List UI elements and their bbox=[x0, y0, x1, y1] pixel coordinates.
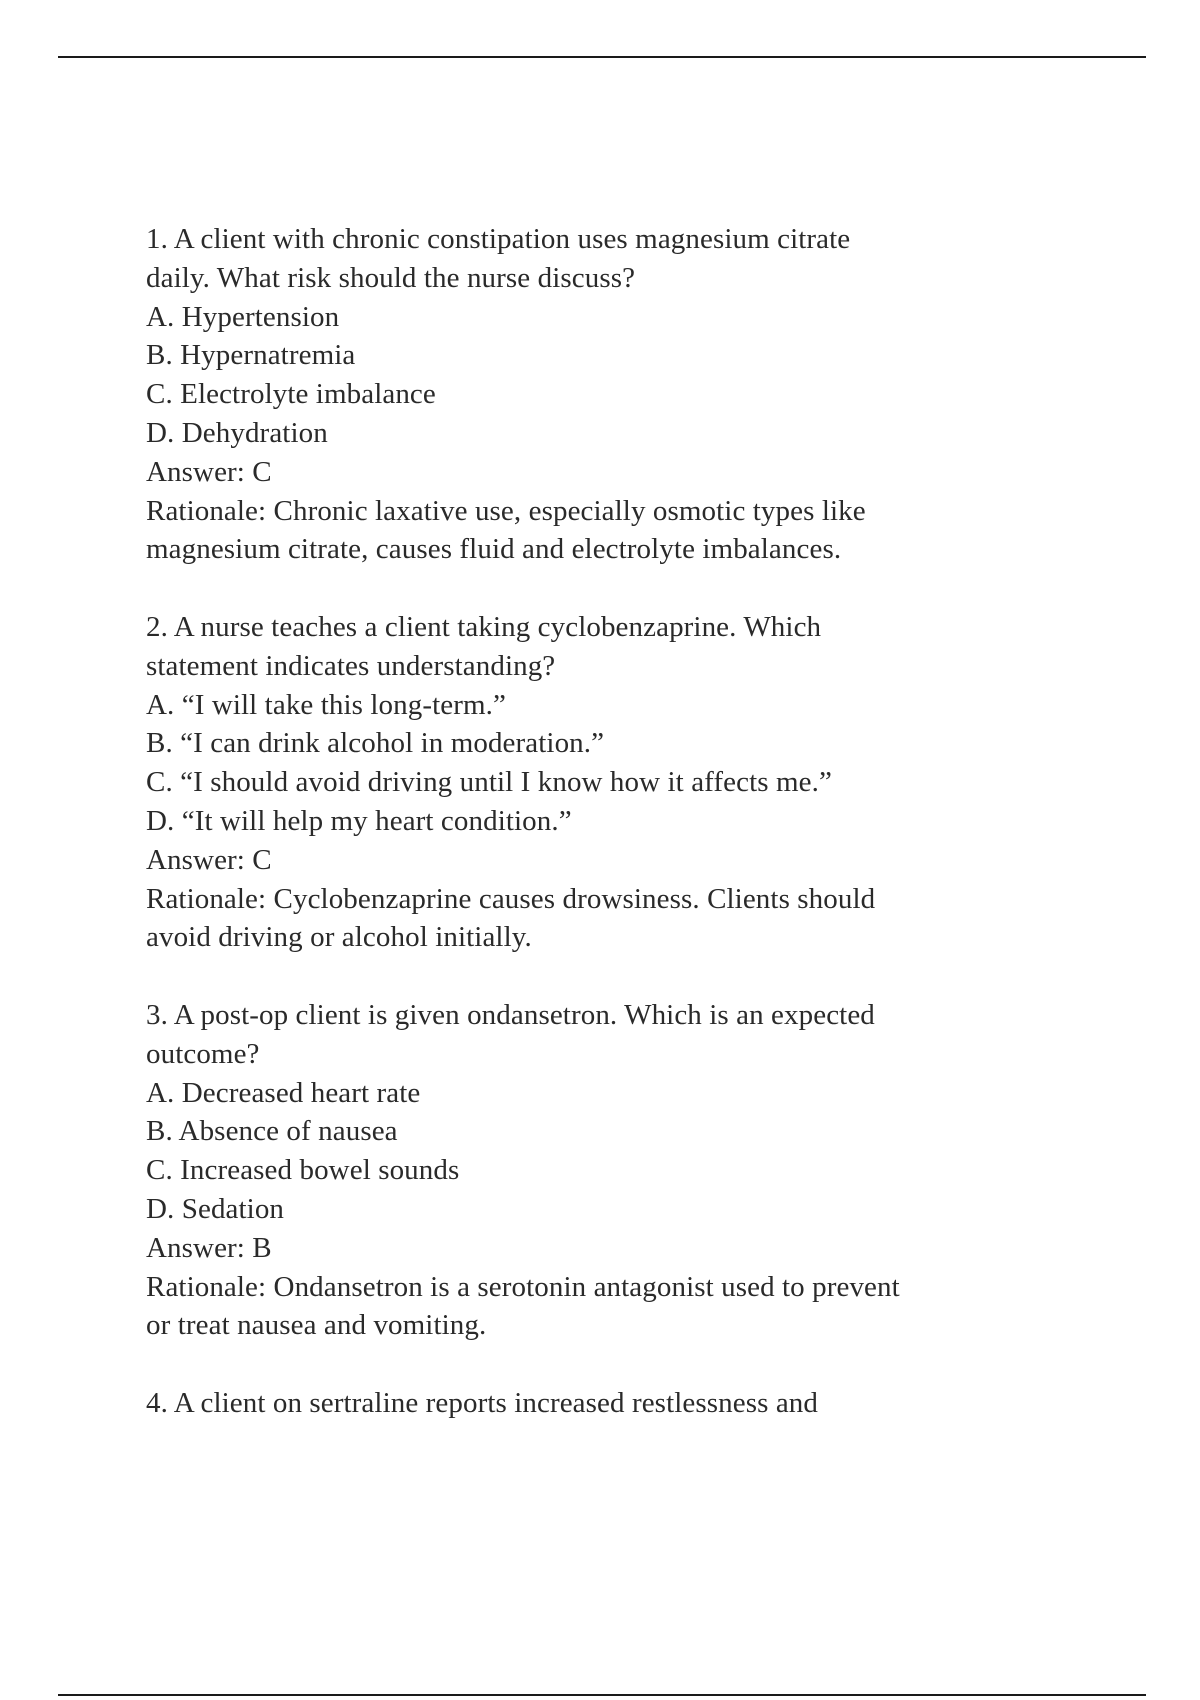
question-stem-line: 3. A post-op client is given ondansetron. Which is an expected bbox=[146, 998, 875, 1031]
answer-option-c: C. Increased bowel sounds bbox=[146, 1154, 460, 1187]
answer-option-a: A. “I will take this long-term.” bbox=[146, 688, 506, 721]
rationale-line: Rationale: Ondansetron is a serotonin antagonist used to prevent bbox=[146, 1270, 900, 1303]
answer-key: Answer: B bbox=[146, 1231, 272, 1264]
rationale-line: avoid driving or alcohol initially. bbox=[146, 921, 532, 954]
question-stem-line: outcome? bbox=[146, 1037, 260, 1070]
question-stem-line: 4. A client on sertraline reports increased restlessness and bbox=[146, 1386, 818, 1419]
answer-option-c: C. “I should avoid driving until I know how it affects me.” bbox=[146, 766, 832, 799]
rationale-line: Rationale: Chronic laxative use, especially osmotic types like bbox=[146, 494, 866, 527]
rationale-line: Rationale: Cyclobenzaprine causes drowsiness. Clients should bbox=[146, 882, 876, 915]
header-rule bbox=[58, 56, 1146, 58]
question-3 bbox=[146, 996, 1026, 1345]
question-2 bbox=[146, 608, 1026, 957]
footer-rule bbox=[58, 1694, 1146, 1696]
question-stem-line: 2. A nurse teaches a client taking cyclobenzaprine. Which bbox=[146, 610, 822, 643]
question-stem-line: daily. What risk should the nurse discuss? bbox=[146, 261, 636, 294]
answer-option-a: A. Hypertension bbox=[146, 300, 340, 333]
rationale-line: or treat nausea and vomiting. bbox=[146, 1309, 487, 1342]
answer-option-d: D. Dehydration bbox=[146, 416, 328, 449]
answer-option-a: A. Decreased heart rate bbox=[146, 1076, 421, 1109]
question-1 bbox=[146, 220, 1026, 569]
document-body bbox=[146, 220, 1026, 1423]
answer-option-d: D. “It will help my heart condition.” bbox=[146, 804, 572, 837]
rationale-line: magnesium citrate, causes fluid and electrolyte imbalances. bbox=[146, 533, 842, 566]
answer-option-b: B. Hypernatremia bbox=[146, 339, 356, 372]
answer-option-b: B. “I can drink alcohol in moderation.” bbox=[146, 727, 605, 760]
question-4 bbox=[146, 1384, 1026, 1423]
question-stem-line: statement indicates understanding? bbox=[146, 649, 556, 682]
answer-option-d: D. Sedation bbox=[146, 1192, 285, 1225]
answer-key: Answer: C bbox=[146, 843, 272, 876]
answer-option-c: C. Electrolyte imbalance bbox=[146, 378, 436, 411]
question-stem-line: 1. A client with chronic constipation uses magnesium citrate bbox=[146, 223, 851, 255]
answer-option-b: B. Absence of nausea bbox=[146, 1115, 398, 1148]
answer-key: Answer: C bbox=[146, 455, 272, 488]
